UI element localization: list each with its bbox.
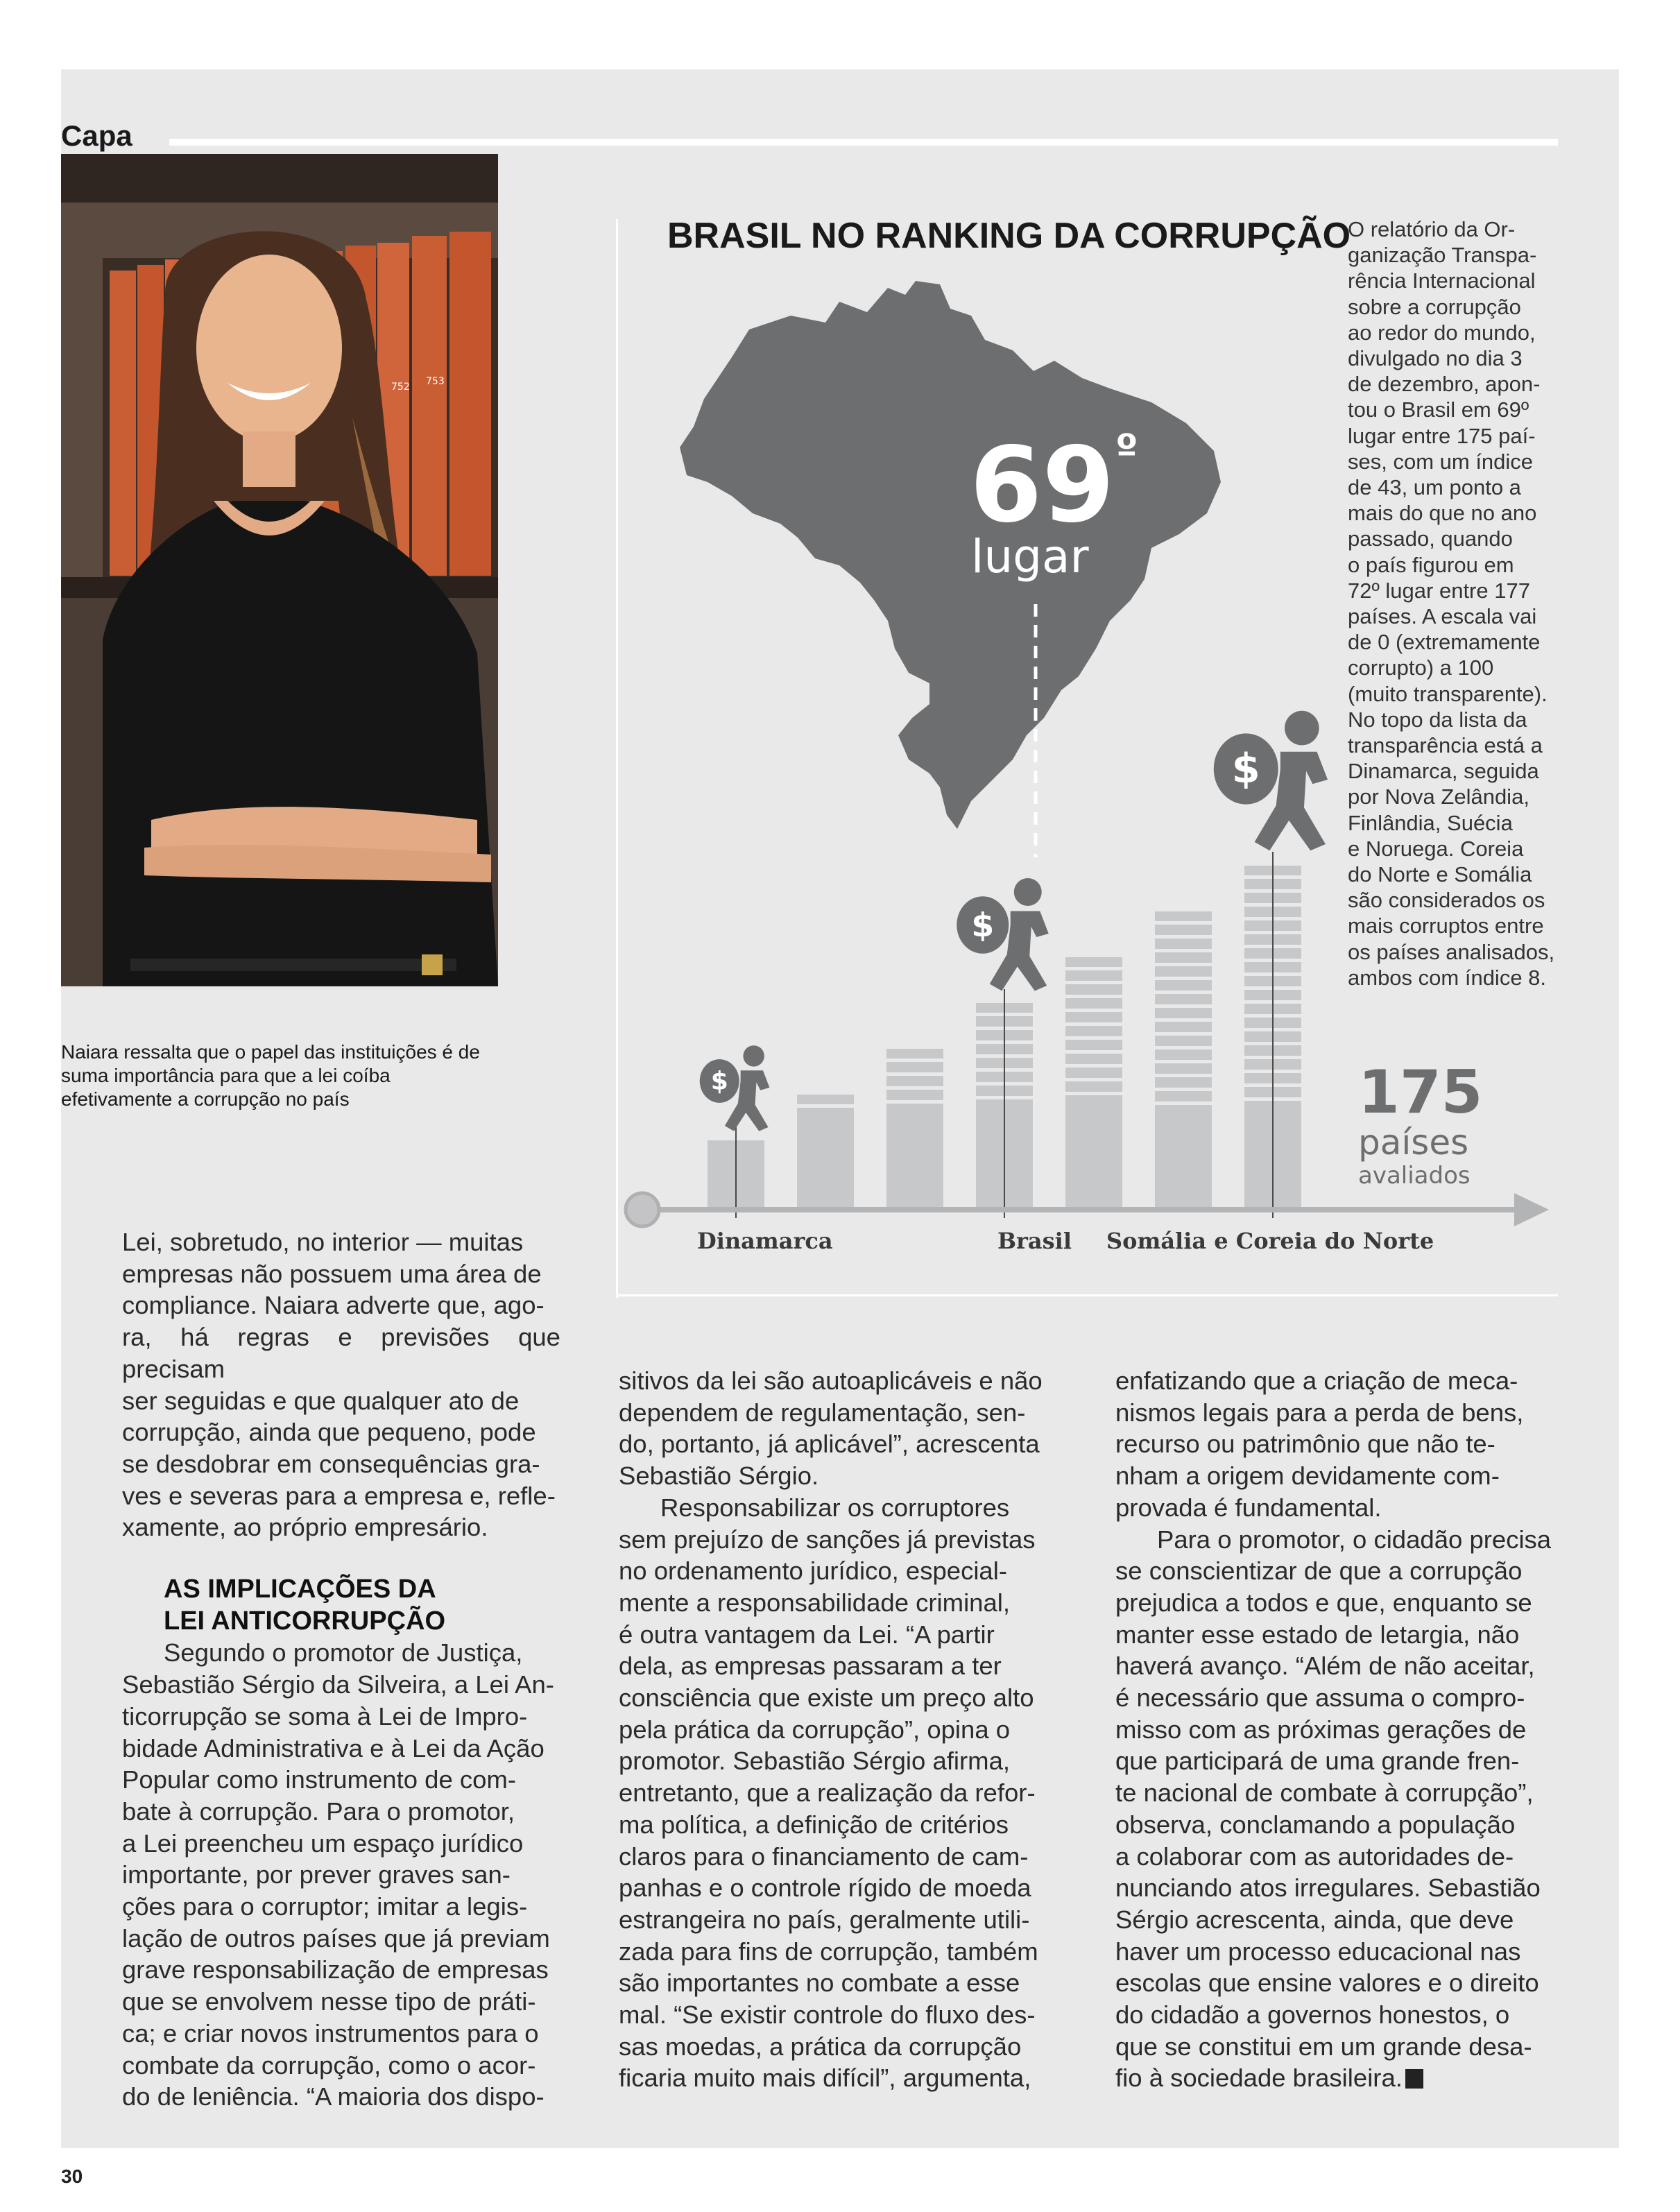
bar-stripe (1155, 1018, 1212, 1022)
bar-stripe (1065, 1022, 1122, 1026)
text-line: panhas e o controle rígido de moeda (619, 1874, 1031, 1903)
thief-with-money-bag-icon (700, 1045, 770, 1131)
article-column-2 (619, 1365, 1057, 2094)
infographic-title: BRASIL NO RANKING DA CORRUPÇÃO (667, 216, 1351, 256)
bar-stripe (1155, 977, 1212, 980)
article-column-3 (1115, 1365, 1558, 2094)
page-number: 30 (61, 2166, 83, 2187)
side-line: passado, quando (1348, 526, 1513, 551)
text-line: estrangeira no país, geralmente utili- (619, 1905, 1030, 1934)
side-line: do Norte e Somália (1348, 862, 1532, 887)
text-line: Lei, sobretudo, no interior — muitas (122, 1228, 524, 1256)
text-line: nunciando atos irregulares. Sebastião (1115, 1874, 1541, 1903)
text-line: ra, há regras e previsões que precisam (122, 1323, 560, 1383)
text-line: observa, conclamando a população (1115, 1810, 1516, 1839)
text-line: prejudica a todos e que, enquanto se (1115, 1588, 1532, 1617)
text-line: nham a origem devidamente com- (1115, 1461, 1500, 1491)
bar-stripe (1065, 981, 1122, 984)
portrait-photo (61, 154, 498, 986)
category-label: Somália e Coreia do Norte (1106, 1228, 1434, 1254)
text-line: recurso ou patrimônio que não te- (1115, 1430, 1495, 1459)
text-line: enfatizando que a criação de meca- (1115, 1366, 1518, 1395)
side-line: divulgado no dia 3 (1348, 346, 1523, 371)
text-line: é necessário que assuma o compro- (1115, 1683, 1525, 1713)
bar-stripe (1155, 1060, 1212, 1063)
text-line: ma política, a definição de critérios (619, 1810, 1009, 1839)
bar-stripe (1065, 1064, 1122, 1068)
text-line: Sebastião Sérgio. (619, 1461, 819, 1491)
bar-stripe (1155, 1004, 1212, 1008)
thief-with-money-bag-icon (1214, 711, 1328, 851)
text-line: Sérgio acrescenta, ainda, que deve (1115, 1905, 1514, 1934)
bar-stripe (1155, 1074, 1212, 1077)
text-line: provada é fundamental. (1115, 1493, 1382, 1522)
side-line: e Noruega. Coreia (1348, 836, 1524, 861)
text-line: misso com as próximas gerações de (1115, 1715, 1527, 1744)
text-line: combate da corrupção, como o acor- (122, 2050, 536, 2080)
header-rule (169, 139, 1558, 146)
text-line: que participará de uma grande fren- (1115, 1747, 1520, 1776)
bar-stripe (1155, 1032, 1212, 1036)
text-line: pela prática da corrupção”, opina o (619, 1715, 1011, 1744)
subheading-line: AS IMPLICAÇÕES DA (164, 1575, 436, 1604)
side-line: ses, com um índice (1348, 449, 1534, 474)
side-line: tou o Brasil em 69º (1348, 397, 1529, 422)
text-line: Popular como instrumento de com- (122, 1765, 517, 1794)
side-line: O relatório da Or- (1348, 217, 1516, 241)
section-label: Capa (61, 119, 132, 152)
bar-stripe (1155, 963, 1212, 966)
bar-stripe (1155, 1088, 1212, 1091)
text-line: haver um processo educacional nas (1115, 1937, 1521, 1966)
svg-text:$: $ (971, 906, 995, 945)
side-line: ao redor do mundo, (1348, 320, 1536, 345)
rank-number: 69 (970, 425, 1115, 546)
side-line: países. A escala vai (1348, 604, 1537, 629)
portrait-illustration (61, 154, 498, 986)
text-line: do, portanto, já aplicável”, acrescenta (619, 1430, 1040, 1459)
subheading-line: LEI ANTICORRUPÇÃO (164, 1606, 446, 1636)
text-line: entretanto, que a realização da refor- (619, 1778, 1036, 1808)
side-line: rência Internacional (1348, 268, 1536, 293)
text-line: sas moedas, a prática da corrupção (619, 2032, 1022, 2061)
text-line: são importantes no combate a esse (619, 1969, 1020, 1998)
side-line: sobre a corrupção (1348, 294, 1521, 319)
text-line: bate à corrupção. Para o promotor, (122, 1797, 515, 1826)
bar-stripe (1155, 935, 1212, 938)
text-line: zada para fins de corrupção, também (619, 1937, 1038, 1966)
bar-stripe (1065, 1050, 1122, 1054)
text-line: é outra vantagem da Lei. “A partir (619, 1620, 995, 1649)
bar-stripe (1155, 921, 1212, 925)
text-line: te nacional de combate à corrupção”, (1115, 1778, 1534, 1808)
bar-stripe (1155, 949, 1212, 952)
bar-stripe (1065, 1009, 1122, 1012)
total-countries-word: países (1358, 1122, 1469, 1163)
side-line: lugar entre 175 paí- (1348, 423, 1536, 448)
side-line: ganização Transpa- (1348, 243, 1537, 268)
text-line: ser seguidas e que qualquer ato de (122, 1386, 520, 1415)
book-label: 753 (426, 376, 445, 387)
side-line: os países analisados, (1348, 939, 1555, 964)
text-line: corrupção, ainda que pequeno, pode (122, 1418, 536, 1447)
side-line: de dezembro, apon- (1348, 372, 1541, 397)
text-line: bidade Administrativa e à Lei da Ação (122, 1733, 545, 1763)
text-line: fio à sociedade brasileira. (1115, 2064, 1403, 2093)
text-line: haverá avanço. “Além de não aceitar, (1115, 1652, 1535, 1681)
side-line: de 43, um ponto a (1348, 475, 1521, 500)
bar-stripe (886, 1058, 943, 1062)
text-line: do cidadão a governos honestos, o (1115, 2000, 1510, 2030)
text-line: lação de outros países que já previam (122, 1923, 550, 1953)
side-line: (muito transparente). (1348, 681, 1548, 706)
text-line: ves e severas para a empresa e, refle- (122, 1481, 556, 1510)
text-line: mente a responsabilidade criminal, (619, 1588, 1011, 1617)
bar-stripe (886, 1086, 943, 1090)
text-line: sitivos da lei são autoaplicáveis e não (619, 1366, 1043, 1395)
article-column-1 (122, 1226, 560, 2113)
svg-text:$: $ (710, 1065, 728, 1096)
text-line: do de leniência. “A maioria dos dispo- (122, 2082, 545, 2111)
subheading (122, 1574, 560, 1637)
text-line: compliance. Naiara adverte que, ago- (122, 1291, 545, 1320)
text-line: consciência que existe um preço alto (619, 1683, 1034, 1713)
text-line: mal. “Se existir controle do fluxo des- (619, 2000, 1036, 2030)
text-line: Segundo o promotor de Justiça, (164, 1638, 523, 1667)
text-line: promotor. Sebastião Sérgio afirma, (619, 1747, 1011, 1776)
text-line: escolas que ensine valores e o direito (1115, 1969, 1539, 1998)
total-countries-sub: avaliados (1358, 1162, 1471, 1190)
text-line: que se constitui em um grande desa- (1115, 2032, 1532, 2061)
text-line: claros para o financiamento de cam- (619, 1842, 1029, 1871)
thief-with-money-bag-icon (957, 878, 1049, 991)
arrow-right-icon (1514, 1193, 1549, 1226)
total-countries-number: 175 (1358, 1058, 1483, 1127)
side-line: transparência está a (1348, 733, 1543, 758)
text-line: manter esse estado de letargia, não (1115, 1620, 1520, 1649)
end-of-article-icon (1405, 2069, 1423, 2089)
text-line: grave responsabilização de empresas (122, 1955, 549, 1984)
text-line: ficaria muito mais difícil”, argumenta, (619, 2064, 1031, 2093)
category-label: Dinamarca (697, 1228, 833, 1254)
side-line: corrupto) a 100 (1348, 655, 1494, 680)
rank-ordinal: º (1115, 425, 1138, 472)
axis-start-dot (626, 1193, 659, 1226)
text-line: dependem de regulamentação, sen- (619, 1398, 1026, 1427)
text-line: xamente, ao próprio empresário. (122, 1513, 488, 1542)
photo-caption: Naiara ressalta que o papel das instituições é de suma importância para que a lei coíba efetivamente a corrupção no país (61, 1041, 480, 1110)
side-line: ambos com índice 8. (1348, 965, 1547, 990)
bar-stripe (1065, 1092, 1122, 1095)
bar-stripe (1065, 1036, 1122, 1040)
side-line: de 0 (extremamente (1348, 630, 1541, 655)
svg-text:$: $ (1231, 744, 1260, 793)
bar-stripe (1065, 995, 1122, 998)
side-line: mais do que no ano (1348, 501, 1537, 526)
text-line: ticorrupção se soma à Lei de Impro- (122, 1701, 528, 1731)
bar-stripe (886, 1072, 943, 1076)
text-line: a colaborar com as autoridades de- (1115, 1842, 1514, 1871)
side-line: Dinamarca, seguida (1348, 759, 1539, 784)
text-line: Para o promotor, o cidadão precisa (1157, 1525, 1552, 1554)
text-line: se desdobrar em consequências gra- (122, 1449, 540, 1478)
bar-stripe (886, 1100, 943, 1104)
bar-stripe (1155, 991, 1212, 994)
side-line: Finlândia, Suécia (1348, 810, 1513, 835)
text-line: se conscientizar de que a corrupção (1115, 1557, 1523, 1586)
bar-stripe (1065, 967, 1122, 970)
side-line: 72º lugar entre 177 (1348, 578, 1530, 603)
category-label: Brasil (997, 1228, 1072, 1254)
bar-stripe (1155, 1101, 1212, 1105)
text-line: dela, as empresas passaram a ter (619, 1652, 1002, 1681)
text-line: empresas não possuem uma área de (122, 1259, 542, 1288)
text-line: sem prejuízo de sanções já previstas (619, 1525, 1036, 1554)
side-line: são considerados os (1348, 888, 1545, 913)
side-line: No topo da lista da (1348, 707, 1527, 732)
rank-word: lugar (971, 530, 1089, 583)
text-line: nismos legais para a perda de bens, (1115, 1398, 1524, 1427)
text-line-last (1115, 2062, 1558, 2094)
text-line: Sebastião Sérgio da Silveira, a Lei An- (122, 1670, 554, 1699)
side-line: por Nova Zelândia, (1348, 785, 1529, 809)
text-line: que se envolvem nesse tipo de práti- (122, 1987, 536, 2016)
bar (797, 1095, 854, 1210)
text-line: a Lei preencheu um espaço jurídico (122, 1828, 524, 1858)
bar-stripe (1155, 1046, 1212, 1049)
side-line: o país figurou em (1348, 552, 1514, 577)
text-line: Responsabilizar os corruptores (660, 1493, 1010, 1522)
book-label: 752 (391, 381, 410, 393)
side-line: mais corruptos entre (1348, 914, 1544, 938)
bar-stripe (797, 1104, 854, 1108)
text-line: no ordenamento jurídico, especial- (619, 1557, 1007, 1586)
text-line: ca; e criar novos instrumentos para o (122, 2018, 539, 2048)
bar-stripe (1065, 1078, 1122, 1081)
text-line: ções para o corruptor; imitar a legis- (122, 1892, 528, 1921)
text-line: importante, por prever graves san- (122, 1860, 511, 1889)
